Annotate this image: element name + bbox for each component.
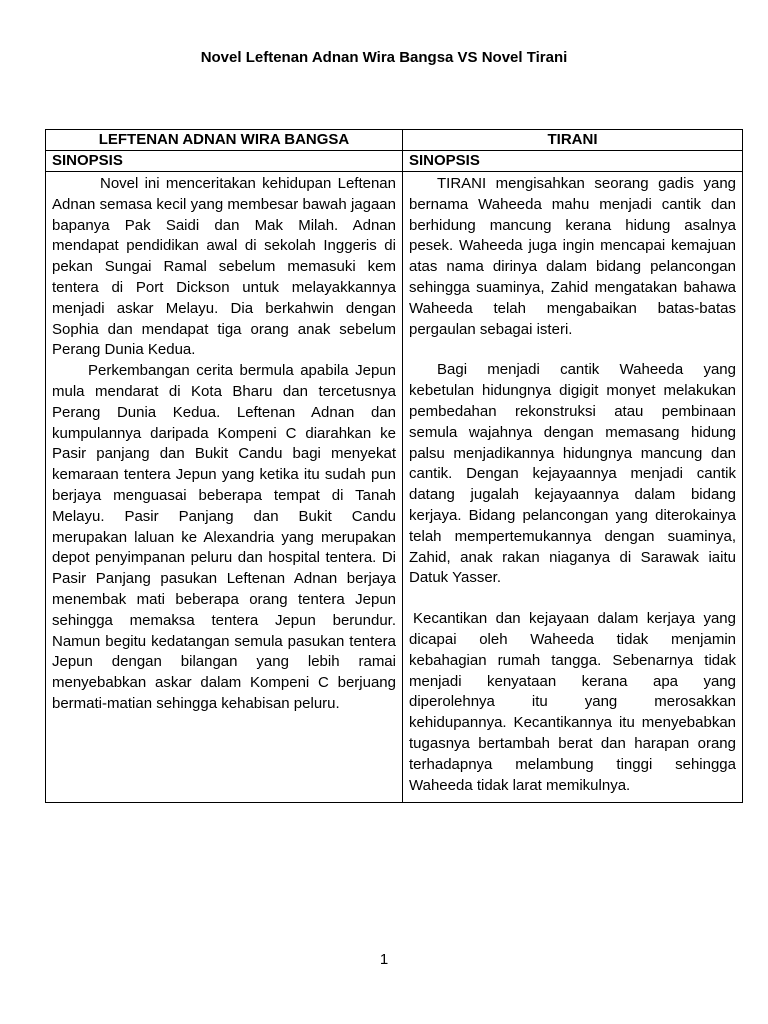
comparison-table bbox=[45, 129, 743, 803]
subheader-sinopsis-right: SINOPSIS bbox=[403, 151, 743, 172]
column-header-leftenan-adnan: LEFTENAN ADNAN WIRA BANGSA bbox=[46, 130, 403, 151]
header-row bbox=[46, 130, 743, 151]
synopsis-paragraph: Kecantikan dan kejayaan dalam kerjaya yang dicapai oleh Waheeda tidak menjamin kebahagian rumah tangga. Sebenarnya tidak menjadi kenyataan kerana apa yang diperolehnya itu yang merosakkan kehidupannya. Kecantikannya itu menyebabkan tugasnya bertambah berat dan harapan orang terhadapnya melambung tinggi sehingga Waheeda tidak larat memikulnya. bbox=[409, 610, 736, 794]
synopsis-paragraph: Bagi menjadi cantik Waheeda yang kebetulan hidungnya digigit monyet melakukan pembedahan rekonstruksi atau pembinaan semula wajahnya dengan memasang hidung palsu menjadikannya hidungnya mancung dan cantik. Dengan kejayaannya menjadi cantik datang jugalah kejayaannya dalam bidang kerjaya. Bidang pelancongan yang diterokainya telah mempertemukannya dengan suaminya, Zahid, anak rakan niaganya di Sarawak iaitu Datuk Yasser. bbox=[409, 361, 736, 587]
column-header-tirani: TIRANI bbox=[403, 130, 743, 151]
synopsis-cell-left bbox=[46, 172, 403, 803]
subheader-sinopsis-left: SINOPSIS bbox=[46, 151, 403, 172]
synopsis-paragraph: Perkembangan cerita bermula apabila Jepun mula mendarat di Kota Bharu dan tercetusnya Perang Dunia Kedua. Leftenan Adnan dan kumpulannya daripada Kompeni C diarahkan ke Pasir panjang dan Bukit Candu bagi menyekat kemaraan tentera Jepun yang ketika itu sudah pun berjaya menguasai beberapa tempat di Tanah Melayu. Pasir Panjang dan Bukit Candu merupakan laluan ke Alexandria yang merupakan depot penyimpanan peluru dan hospital tentera. Di Pasir Panjang pasukan Leftenan Adnan berjaya menembak mati beberapa orang tentera Jepun sehingga memaksa tentera Jepun berundur. Namun begitu kedatangan semula pasukan tentera Jepun dengan bilangan yang lebih ramai menyebabkan askar dalam Kompeni C berjuang bermati-matian sehingga kehabisan peluru. bbox=[52, 362, 396, 712]
synopsis-cell-right bbox=[403, 172, 743, 803]
synopsis-row bbox=[46, 172, 743, 803]
document-title: Novel Leftenan Adnan Wira Bangsa VS Novel Tirani bbox=[200, 49, 568, 66]
subheader-row bbox=[46, 151, 743, 172]
page-number: 1 bbox=[379, 951, 389, 968]
synopsis-paragraph: Novel ini menceritakan kehidupan Leftenan Adnan semasa kecil yang membesar bawah jagaan bapanya Pak Saidi dan Mak Milah. Adnan mendapat pendidikan awal di sekolah Inggeris di pekan Sungai Ramal sebelum memasuki kem tentera di Port Dickson untuk melayakkannya menjadi askar Melayu. Dia berkahwin dengan Sophia dan mendapat tiga orang anak sebelum Perang Dunia Kedua. bbox=[52, 175, 396, 359]
synopsis-paragraph: TIRANI mengisahkan seorang gadis yang bernama Waheeda mahu menjadi cantik dan berhidung mancung kerana hidung asalnya pesek. Waheeda juga ingin mencapai kemajuan atas nama dirinya dalam bidang pelancongan sehingga suaminya, Zahid mengatakan bahawa Waheeda telah mengabaikan batas-batas pergaulan sebagai isteri. bbox=[409, 175, 736, 338]
